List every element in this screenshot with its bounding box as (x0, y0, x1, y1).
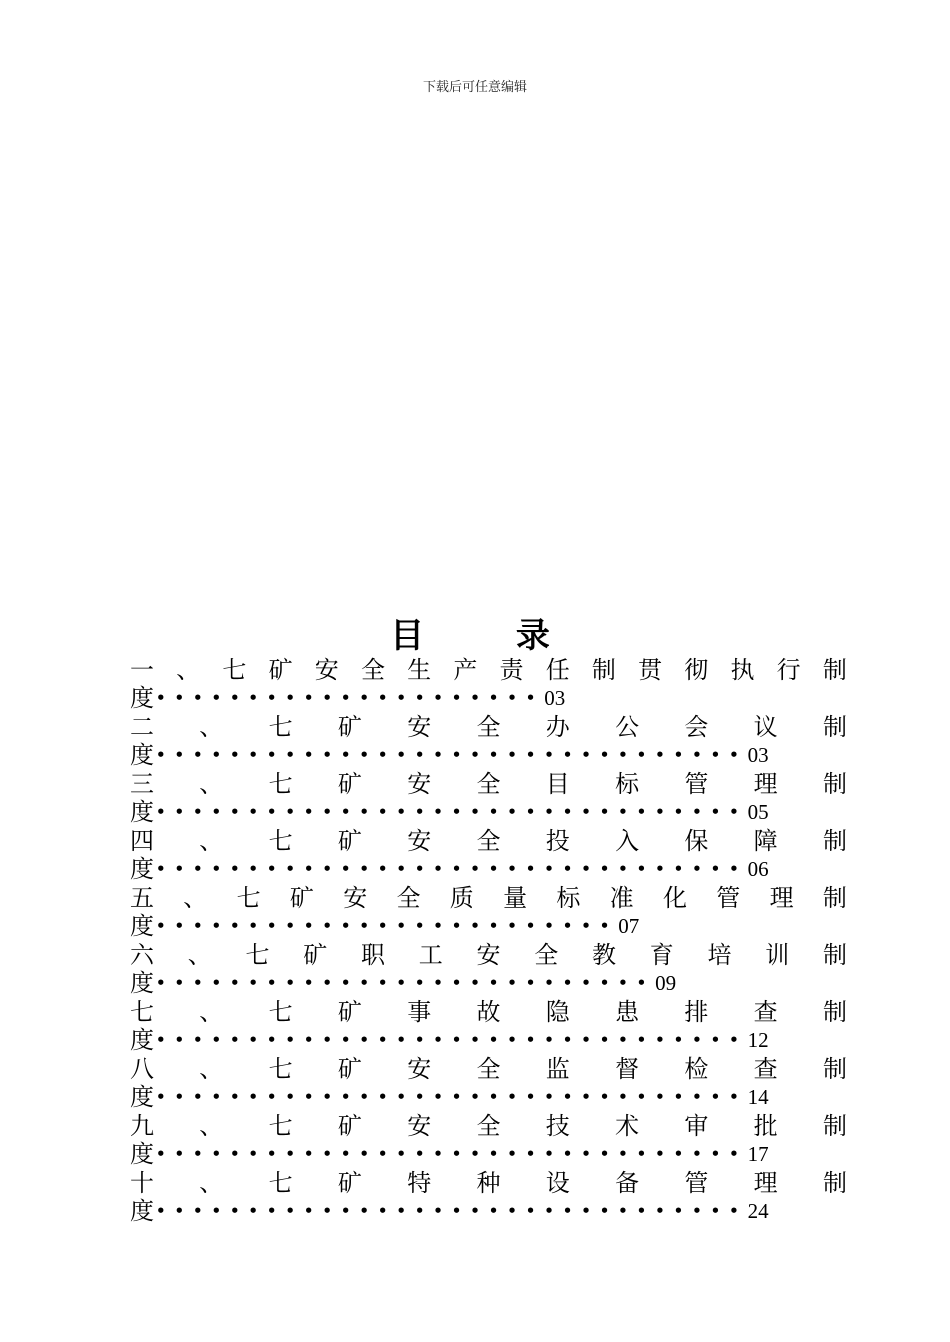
toc-entry (130, 884, 847, 941)
toc-entry-continuation (130, 1083, 847, 1112)
toc-entry-title: 八 、 七 矿 安 全 监 督 检 查 制 (130, 1055, 847, 1083)
toc-title: 目 录 (390, 616, 590, 656)
toc-entry-title-tail: 度 (130, 1140, 154, 1168)
toc-entry (130, 998, 847, 1055)
toc-entry-continuation (130, 741, 847, 770)
toc-page-number: 03 (544, 686, 566, 710)
toc-page-number: 07 (618, 914, 640, 938)
dot-leader: •••••••••••••••••••••••••••••••• (156, 1088, 748, 1106)
toc-entry-title-tail: 度 (130, 1197, 154, 1225)
toc-page-number: 05 (747, 800, 769, 824)
toc-page-number: 12 (747, 1028, 769, 1052)
toc-list (130, 656, 847, 1226)
toc-entry-title: 七 、 七 矿 事 故 隐 患 排 查 制 (130, 998, 847, 1026)
dot-leader: ••••••••••••••••••••• (156, 689, 545, 707)
toc-page-number: 14 (747, 1085, 769, 1109)
toc-entry-title-tail: 度 (130, 969, 154, 997)
toc-entry-title: 四 、 七 矿 安 全 投 入 保 障 制 (130, 827, 847, 855)
toc-entry-title-tail: 度 (130, 855, 154, 883)
toc-entry (130, 827, 847, 884)
dot-leader: ••••••••••••••••••••••••••• (156, 974, 656, 992)
toc-entry (130, 1055, 847, 1112)
toc-page-number: 24 (747, 1199, 769, 1223)
dot-leader: •••••••••••••••••••••••••••••••• (156, 746, 748, 764)
dot-leader: •••••••••••••••••••••••••••••••• (156, 860, 748, 878)
dot-leader: •••••••••••••••••••••••••••••••• (156, 803, 748, 821)
toc-entry-continuation (130, 855, 847, 884)
toc-entry-title-tail: 度 (130, 798, 154, 826)
toc-entry-title: 六 、 七 矿 职 工 安 全 教 育 培 训 制 (130, 941, 847, 969)
dot-leader: •••••••••••••••••••••••••••••••• (156, 1202, 748, 1220)
dot-leader: •••••••••••••••••••••••••••••••• (156, 1031, 748, 1049)
toc-entry-continuation (130, 912, 847, 941)
toc-entry-title-tail: 度 (130, 684, 154, 712)
toc-entry (130, 1112, 847, 1169)
dot-leader: ••••••••••••••••••••••••• (156, 917, 619, 935)
toc-page-number: 17 (747, 1142, 769, 1166)
toc-entry-title-tail: 度 (130, 741, 154, 769)
toc-entry-title: 一 、 七 矿 安 全 生 产 责 任 制 贯 彻 执 行 制 (130, 656, 847, 684)
toc-entry (130, 713, 847, 770)
toc-entry-continuation (130, 684, 847, 713)
toc-page-number: 09 (655, 971, 677, 995)
toc-entry-title: 九 、 七 矿 安 全 技 术 审 批 制 (130, 1112, 847, 1140)
header-note: 下载后可任意编辑 (422, 80, 527, 95)
toc-page-number: 06 (747, 857, 769, 881)
toc-entry-title: 二 、 七 矿 安 全 办 公 会 议 制 (130, 713, 847, 741)
toc-entry-continuation (130, 798, 847, 827)
toc-entry-title: 十 、 七 矿 特 种 设 备 管 理 制 (130, 1169, 847, 1197)
dot-leader: •••••••••••••••••••••••••••••••• (156, 1145, 748, 1163)
toc-entry-title: 三 、 七 矿 安 全 目 标 管 理 制 (130, 770, 847, 798)
toc-entry-title-tail: 度 (130, 1026, 154, 1054)
toc-entry-title: 五 、 七 矿 安 全 质 量 标 准 化 管 理 制 (130, 884, 847, 912)
toc-entry-continuation (130, 1140, 847, 1169)
toc-entry (130, 1169, 847, 1226)
toc-entry (130, 770, 847, 827)
toc-entry-title-tail: 度 (130, 1083, 154, 1111)
toc-entry (130, 656, 847, 713)
toc-entry-title-tail: 度 (130, 912, 154, 940)
toc-entry-continuation (130, 969, 847, 998)
toc-entry-continuation (130, 1026, 847, 1055)
toc-entry (130, 941, 847, 998)
toc-entry-continuation (130, 1197, 847, 1226)
toc-page-number: 03 (747, 743, 769, 767)
